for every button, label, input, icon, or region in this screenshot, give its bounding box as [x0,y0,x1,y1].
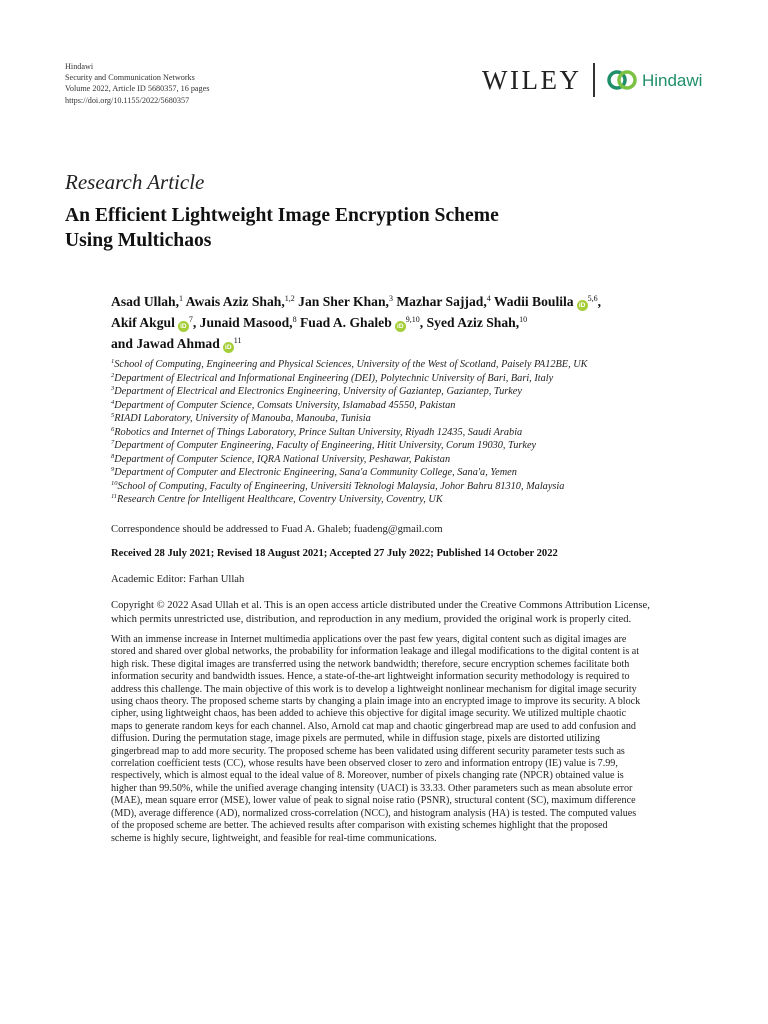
article-type: Research Article [65,170,205,194]
affiliation-text: Department of Electrical and Informational Engineering (DEI), Polytechnic University of Bari, Bari, Italy [114,372,554,384]
author-name: Asad Ullah, [111,294,179,309]
author-name: Junaid Masood, [199,315,293,330]
abstract-line: higher than 99.50%, while the unified average changing intensity (UACI) is 33.33. Other parameters such as mean absolute error [111,782,633,794]
affiliation-item [111,466,588,480]
copyright-line: Copyright © 2022 Asad Ullah et al. This is an open access article distributed under the Creative Commons Attribution License, [111,600,650,611]
author-affiliation-ref: 1,2 [284,294,295,303]
affiliation-item [111,385,588,399]
journal-meta [65,61,209,106]
abstract-line: information security and bandwidth issues. Hence, a state-of-the-art lightweight information security methodology is required to [111,671,630,683]
affiliation-item [111,372,588,386]
affiliation-item [111,493,588,507]
author-name: Syed Aziz Shah, [426,315,520,330]
orcid-icon[interactable]: iD [223,342,234,353]
title-line: Using Multichaos [65,230,212,251]
author-affiliation-ref: 4 [486,294,491,303]
author-affiliation-ref: 8 [292,315,297,324]
author-name: and Jawad Ahmad [111,336,220,351]
affiliation-number: 9 [111,466,115,474]
affiliation-number: 10 [111,479,118,487]
affiliation-text: Research Centre for Intelligent Healthcare, Coventry University, Coventry, UK [117,494,443,506]
orcid-icon[interactable]: iD [395,321,406,332]
author-name: Awais Aziz Shah, [185,294,285,309]
abstract-line: gingerbread map to add more security. The proposed scheme has been validated using different security parameter tests such as [111,745,625,757]
affiliation-text: Robotics and Internet of Things Laboratory, Prince Sultan University, Riyadh 12435, Saudi Arabia [114,426,523,438]
author-name: Wadii Boulila [493,294,574,309]
author-separator: , [597,294,601,309]
affiliation-text: Department of Computer Engineering, Faculty of Engineering, Hitit University, Corum 19030, Turkey [114,440,537,452]
author-name: Jan Sher Khan, [298,294,389,309]
abstract-line: address this challenge. The main objective of this work is to develop a lightweight nonlinear mechanism for digital image security [111,683,637,695]
abstract-line: diffusion. During the permutation stage, image pixels are permuted, while in diffusion stage, pixels are distorted utilizing [111,733,601,745]
abstract-line: (MAE), mean square error (MSE), lower value of peak to signal noise ratio (PSNR), structural content (SC), maximum difference [111,795,636,807]
affiliation-item [111,453,588,467]
abstract-line: stored and shared over global networks, the probability for information leakage and illegal modifications to the digital content is at [111,646,640,658]
affiliation-item [111,358,588,372]
publisher-name: Hindawi [65,62,94,71]
affiliation-item [111,412,588,426]
author-line [111,312,601,333]
hindawi-logo-icon [606,69,638,91]
affiliation-text: Department of Electrical and Electronics Engineering, University of Gaziantep, Gaziantep, Turkey [114,386,522,398]
wiley-logo: WILEY [482,64,582,95]
academic-editor: Academic Editor: Farhan Ullah [111,574,245,585]
doi-link[interactable]: https://doi.org/10.1155/2022/5680357 [65,95,190,105]
copyright-line: which permits unrestricted use, distribution, and reproduction in any medium, provided the original work is properly cited. [111,613,632,625]
journal-name: Security and Communication Networks [65,73,195,83]
affiliation-item [111,426,588,440]
abstract-line: scheme is highly secure, lightweight, and feasible for real-time communications. [111,832,437,844]
correspondence-note: Correspondence should be addressed to Fuad A. Ghaleb; fuadeng@gmail.com [111,524,443,535]
author-separator: , [419,315,424,330]
orcid-icon[interactable]: iD [178,321,189,332]
affiliation-number: 7 [111,439,115,447]
affiliation-text: Department of Computer and Electronic Engineering, Sana'a Community College, Sana'a, Yemen [114,467,517,479]
author-affiliation-ref: 1 [179,294,183,303]
affiliation-number: 6 [111,425,115,433]
author-line [111,291,601,312]
author-affiliation-ref: 5,6 [587,294,598,303]
abstract-line: of the proposed scheme are better. The achieved results after comparison with existing schemes highlight that the proposed [111,820,608,832]
affiliation-text: School of Computing, Faculty of Engineering, Universiti Teknologi Malaysia, Johor Bahru 81310, Malaysia [117,480,565,492]
abstract-line: maps to generate random keys for each channel. Also, Arnold cat map and chaotic gingerbread map are used to add confusion and [111,720,636,732]
affiliation-number: 5 [111,412,115,420]
author-name: Fuad A. Ghaleb [299,315,392,330]
abstract-line: correlation coefficient tests (CC), whose results have been observed closer to zero and information entropy (IE) value is 7.99, [111,758,618,770]
affiliation-item [111,439,588,453]
author-separator: , [192,315,197,330]
publication-dates: Received 28 July 2021; Revised 18 August 2021; Accepted 27 July 2022; Published 14 October 2022 [111,548,558,559]
abstract-line: using chaos theory. The proposed scheme starts by changing a plain image into an encrypted image to improve its security. A block [111,696,641,708]
author-affiliation-ref: 9,10 [405,315,420,324]
author-affiliation-ref: 7 [188,315,193,324]
affiliation-item [111,480,588,494]
author-line [111,333,601,354]
affiliation-text: Department of Computer Science, IQRA National University, Peshawar, Pakistan [114,453,451,465]
abstract-line: With an immense increase in Internet multimedia applications over the past few years, digital content such as digital images are [111,634,627,645]
affiliation-number: 1 [111,358,115,365]
affiliation-number: 4 [111,398,115,406]
orcid-icon[interactable]: iD [577,300,588,311]
affiliation-item [111,399,588,413]
affiliation-number: 3 [111,385,115,393]
abstract-line: high risk. These digital images are transferred using the network bandwidth; therefore, secure encryption schemes facilitate both [111,658,630,670]
abstract-line: respectively, which is almost equal to the ideal value of 8. Moreover, number of pixels changing rate (NPCR) obtained value is [111,770,624,782]
copyright-notice [111,599,702,626]
affiliation-text: School of Computing, Engineering and Physical Sciences, University of the West of Scotland, Paisely PA12BE, UK [114,359,588,370]
affiliation-text: RIADI Laboratory, University of Manouba, Manouba, Tunisia [114,413,371,425]
abstract-line: (MD), average difference (AD), normalized cross-correlation (NCC), and histogram analysis (HA) is tested. The computed values [111,807,637,819]
publisher-logos [482,62,702,98]
author-affiliation-ref: 3 [388,294,393,303]
volume-info: Volume 2022, Article ID 5680357, 16 pages [65,84,210,94]
affiliation-number: 11 [111,493,118,501]
author-affiliation-ref: 11 [233,336,242,345]
title-line: An Efficient Lightweight Image Encryption Scheme [65,205,499,226]
affiliation-number: 2 [111,371,115,379]
hindawi-logo-text: Hindawi [641,70,703,90]
abstract-line: cipher, using lightweight chaos, has been added to achieve this objective for digital image security. We utilized multiple chaotic [111,708,627,720]
author-list [111,291,601,354]
author-name: Akif Akgul [111,315,175,330]
paper-title [65,203,725,253]
logo-divider [593,63,595,97]
author-affiliation-ref: 10 [519,315,528,324]
affiliation-list [111,358,588,507]
affiliation-text: Department of Computer Science, Comsats University, Islamabad 45550, Pakistan [114,399,456,411]
author-name: Mazhar Sajjad, [396,294,487,309]
abstract [111,634,702,845]
affiliation-number: 8 [111,452,115,460]
